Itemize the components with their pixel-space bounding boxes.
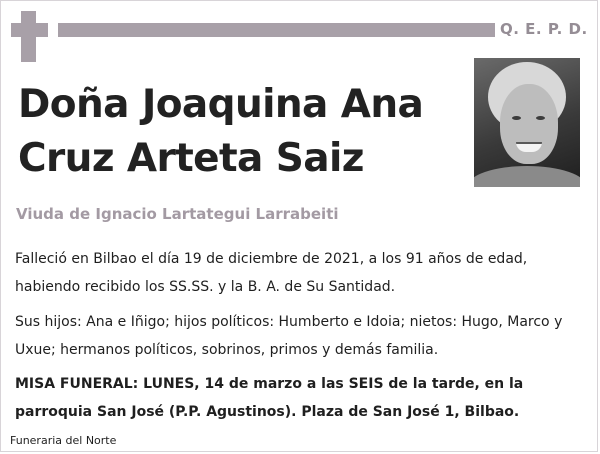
death-notice-paragraph: Falleció en Bilbao el día 19 de diciembre de 2021, a los 91 años de edad, habiendo recibido los SS.SS. y la B. A. de Su Santidad. xyxy=(15,251,528,295)
photo-face xyxy=(500,84,558,164)
widow-of-line: Viuda de Ignacio Lartategui Larrabeiti xyxy=(16,205,339,223)
qepd-label: Q. E. P. D. xyxy=(500,20,588,38)
family-paragraph: Sus hijos: Ana e Iñigo; hijos políticos: Humberto e Idoia; nietos: Hugo, Marco y Uxue; hermanos políticos, sobrinos, primos y demás familia. xyxy=(15,314,563,358)
funeral-home-name: Funeraria del Norte xyxy=(10,434,117,447)
photo-eye-left xyxy=(512,116,521,120)
photo-eye-right xyxy=(536,116,545,120)
funeral-mass-paragraph: MISA FUNERAL: LUNES, 14 de marzo a las SEIS de la tarde, en la parroquia San José (P.P. Agustinos). Plaza de San José 1, Bilbao. xyxy=(15,376,524,420)
deceased-name: Doña Joaquina Ana Cruz Arteta Saiz xyxy=(18,82,424,181)
photo-shoulders xyxy=(474,166,580,187)
header-rule xyxy=(58,23,495,37)
portrait-photo xyxy=(474,58,580,187)
cross-icon-bar xyxy=(11,23,48,37)
